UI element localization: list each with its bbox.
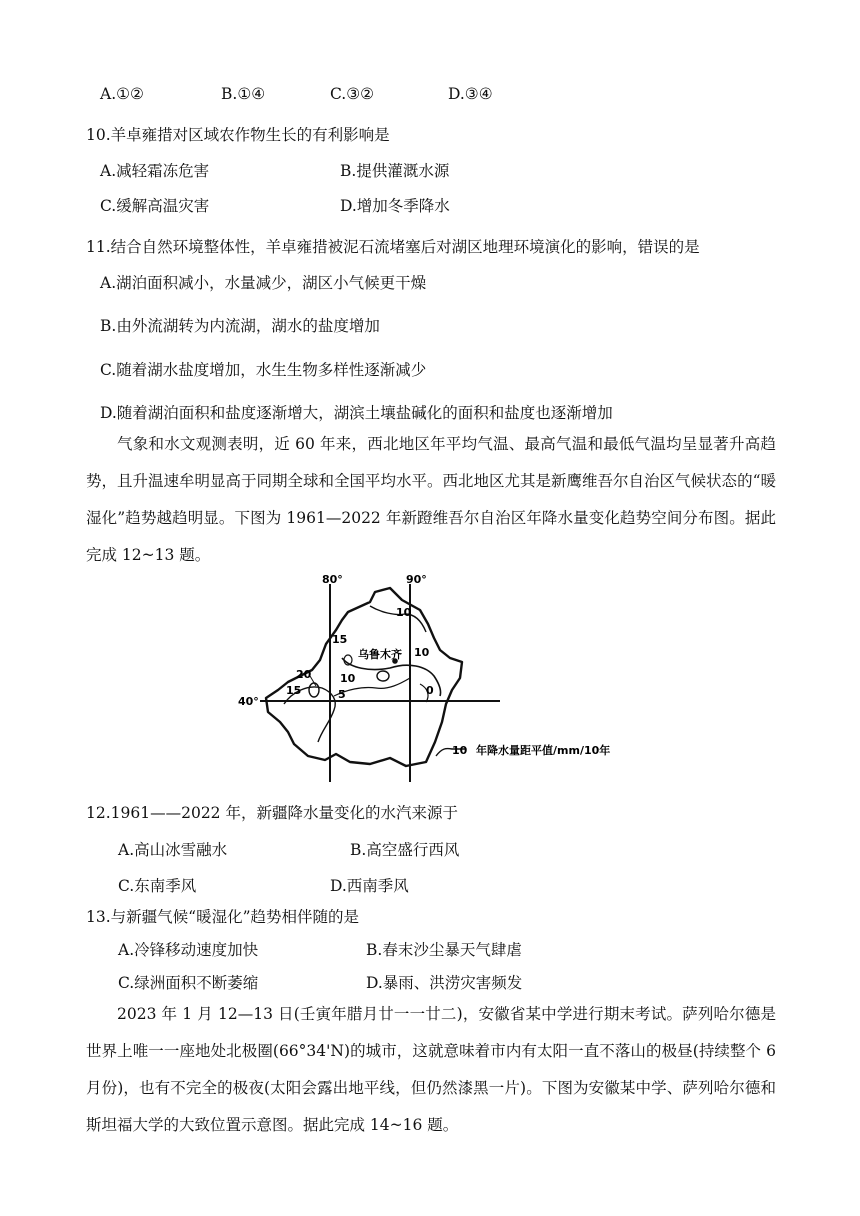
q11-option-b: B.由外流湖转为内流湖，湖水的盐度增加 xyxy=(100,317,380,335)
q12-stem: 12.1961——2022 年，新疆降水量变化的水汽来源于 xyxy=(86,804,458,822)
q10-option-c: C.缓解高温灾害 xyxy=(100,197,210,215)
contour-label-4: 20 xyxy=(296,668,312,681)
q12-option-c: C.东南季风 xyxy=(118,877,197,895)
q11-option-a: A.湖泊面积减小，水量减少，湖区小气候更干燥 xyxy=(100,274,427,292)
xinjiang-precipitation-trend-map xyxy=(230,572,660,794)
q11-stem: 11.结合自然环境整体性，羊卓雍措被泥石流堵塞后对湖区地理环境演化的影响，错误的是 xyxy=(86,238,700,256)
q13-option-b: B.春末沙尘暴天气肆虐 xyxy=(366,941,522,959)
passage-xinjiang: 气象和水文观测表明，近 60 年来，西北地区年平均气温、最高气温和最低气温均呈显著升高趋势，且升温速牟明显高于同期全球和全国平均水平。西北地区尤其是新鹰维吾尔自治区气候状态的“暖湿化”趋势越趋明显。下图为 1961—2022 年新蹬维吾尔自治区年降水量变化趋势空间分布图。据此完成 12~13 题。 xyxy=(86,435,776,564)
q10-option-b: B.提供灌溉水源 xyxy=(340,162,450,180)
q10-option-d: D.增加冬季降水 xyxy=(340,197,450,215)
lat-label-40: 40° xyxy=(238,695,259,708)
q9-option-a: A.①② xyxy=(100,85,144,103)
contour-label-7: 10 xyxy=(340,672,356,685)
q13-stem: 13.与新疆气候“暖湿化”趋势相伴随的是 xyxy=(86,908,359,926)
q9-option-c: C.③② xyxy=(330,85,375,103)
lon-label-90: 90° xyxy=(406,573,427,586)
isoline-closed-urumqi xyxy=(377,671,389,681)
q12-option-d: D.西南季风 xyxy=(330,877,409,895)
contour-label-1: 10 xyxy=(396,606,412,619)
q10-option-a: A.减轻霜冻危害 xyxy=(100,162,210,180)
lon-label-80: 80° xyxy=(322,573,343,586)
q9-option-d: D.③④ xyxy=(448,85,493,103)
q12-option-b: B.高空盛行西风 xyxy=(350,841,460,859)
city-label-urumqi: 乌鲁木齐 xyxy=(358,648,402,661)
contour-label-6: 5 xyxy=(338,688,346,701)
q11-option-d: D.随着湖泊面积和盐度逐渐增大，湖滨土壤盐碱化的面积和盐度也逐渐增加 xyxy=(100,404,613,422)
q13-option-c: C.绿洲面积不断萎缩 xyxy=(118,974,259,992)
q12-option-a: A.高山冰雪融水 xyxy=(118,841,228,859)
contour-label-2: 15 xyxy=(332,633,348,646)
q13-option-a: A.冷锋移动速度加快 xyxy=(118,941,259,959)
passage-salekhard: 2023 年 1 月 12—13 日(壬寅年腊月廿一一廿二)，安徽省某中学进行期末考试。萨列哈尔德是世界上唯一一座地处北极圈(66°34'N)的城市，这就意味着市内有太阳一直不落山的极昼(持续整个 6 月份)，也有不完全的极夜(太阳会露出地平线，但仍然漆黑一片)。下图为安徽某中学、萨列哈尔德和斯坦福大学的大致位置示意图。据此完成 14~16 题。 xyxy=(86,1005,776,1134)
contour-label-3: 10 xyxy=(414,646,430,659)
q9-option-b: B.①④ xyxy=(221,85,266,103)
q11-option-c: C.随着湖水盐度增加，水生生物多样性逐渐减少 xyxy=(100,361,427,379)
q10-stem: 10.羊卓雍措对区域农作物生长的有利影响是 xyxy=(86,126,390,144)
legend-value: 10 xyxy=(452,744,468,757)
contour-label-8: 0 xyxy=(426,684,434,697)
legend-text: 年降水量距平值/mm/10年 xyxy=(476,744,611,757)
q13-option-d: D.暴雨、洪涝灾害频发 xyxy=(366,974,523,992)
contour-label-5: 15 xyxy=(286,684,302,697)
isoline-closed-20 xyxy=(309,683,319,697)
